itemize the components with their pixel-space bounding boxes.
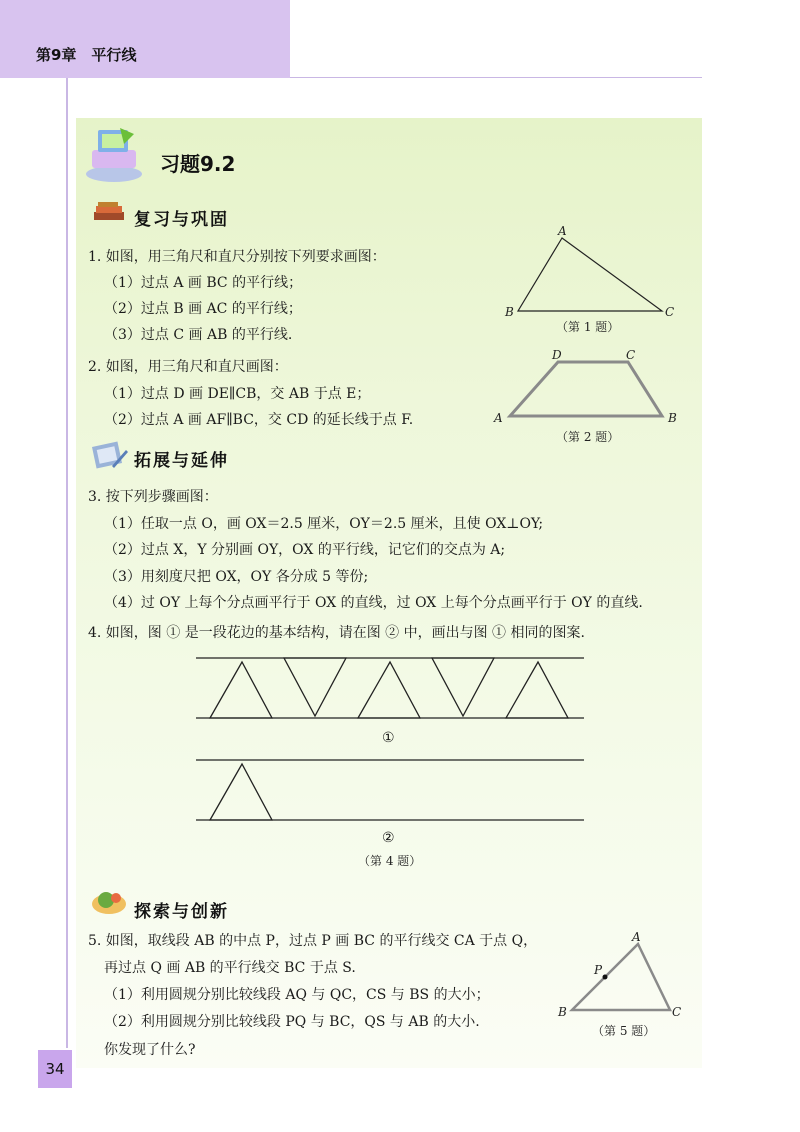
fig2-label-D: D	[552, 348, 562, 362]
p3-stem: 3. 按下列步骤画图：	[88, 489, 218, 505]
fig2-caption: （第 2 题）	[556, 430, 620, 444]
fig5-label-C: C	[672, 1005, 682, 1019]
section-extend-title: 拓展与延伸	[134, 451, 229, 471]
p3-item: （3）用刻度尺把 OX，OY 各分成 5 等份;	[104, 569, 369, 585]
fig2-label-A: A	[494, 411, 503, 425]
fig4-caption: （第 4 题）	[358, 854, 422, 868]
p4-stem: 4. 如图，图 ① 是一段花边的基本结构，请在图 ② 中，画出与图 ① 相同的图案.	[88, 625, 585, 641]
p2-item: （2）过点 A 画 AF∥BC，交 CD 的延长线于点 F.	[104, 412, 414, 428]
fig4-label-2: ②	[382, 830, 395, 846]
p5-stem: 5. 如图，取线段 AB 的中点 P，过点 P 画 BC 的平行线交 CA 于点 Q，	[88, 933, 538, 949]
p2-item: （1）过点 D 画 DE∥CB，交 AB 于点 E；	[104, 386, 371, 402]
p5-item: （2）利用圆规分别比较线段 PQ 与 BC，QS 与 AB 的大小.	[104, 1014, 480, 1030]
p5-question: 你发现了什么?	[104, 1042, 196, 1058]
pencil-paper-icon	[92, 440, 128, 470]
p3-item: （4）过 OY 上每个分点画平行于 OX 的直线，过 OX 上每个分点画平行于 OY 的直线.	[104, 595, 643, 611]
p1-item: （1）过点 A 画 BC 的平行线；	[104, 275, 303, 291]
fig1-label-C: C	[665, 305, 675, 319]
page-number: 34	[38, 1050, 72, 1088]
header-rule	[290, 77, 702, 78]
fig5-caption: （第 5 题）	[592, 1024, 656, 1038]
fig1-caption: （第 1 题）	[556, 320, 620, 334]
fig5-label-B: B	[558, 1005, 567, 1019]
p3-item: （2）过点 X，Y 分别画 OY，OX 的平行线，记它们的交点为 A;	[104, 542, 506, 558]
fig2-label-B: B	[668, 411, 677, 425]
fig2-label-C: C	[626, 348, 636, 362]
p1-item: （3）过点 C 画 AB 的平行线.	[104, 327, 293, 343]
p5-item: （1）利用圆规分别比较线段 AQ 与 QC，CS 与 BS 的大小；	[104, 987, 490, 1003]
fig5-label-A: A	[632, 930, 641, 944]
margin-rule	[66, 78, 68, 1048]
p2-stem: 2. 如图，用三角尺和直尺画图：	[88, 359, 288, 375]
p1-stem: 1. 如图，用三角尺和直尺分别按下列要求画图：	[88, 249, 386, 265]
p5-stem-2: 再过点 Q 画 AB 的平行线交 BC 于点 S.	[104, 960, 356, 976]
chapter-title: 第9章 平行线	[36, 46, 137, 64]
computer-icon	[84, 126, 146, 184]
section-review-title: 复习与巩固	[134, 210, 229, 230]
fig1-label-B: B	[505, 305, 514, 319]
books-icon	[92, 202, 126, 224]
globe-icon	[90, 888, 128, 916]
fig5-label-P: P	[594, 963, 603, 977]
fig1-label-A: A	[558, 224, 567, 238]
figure-2-trapezoid	[500, 350, 680, 430]
p1-item: （2）过点 B 画 AC 的平行线；	[104, 301, 302, 317]
figure-5-triangle	[560, 930, 680, 1020]
p3-item: （1）任取一点 O，画 OX＝2.5 厘米，OY＝2.5 厘米，且使 OX⊥OY;	[104, 516, 544, 532]
fig4-label-1: ①	[382, 730, 395, 746]
section-explore-title: 探索与创新	[134, 902, 229, 922]
exercise-title: 习题9.2	[160, 152, 236, 176]
figure-1-triangle	[500, 225, 680, 320]
chapter-tab	[0, 0, 290, 78]
